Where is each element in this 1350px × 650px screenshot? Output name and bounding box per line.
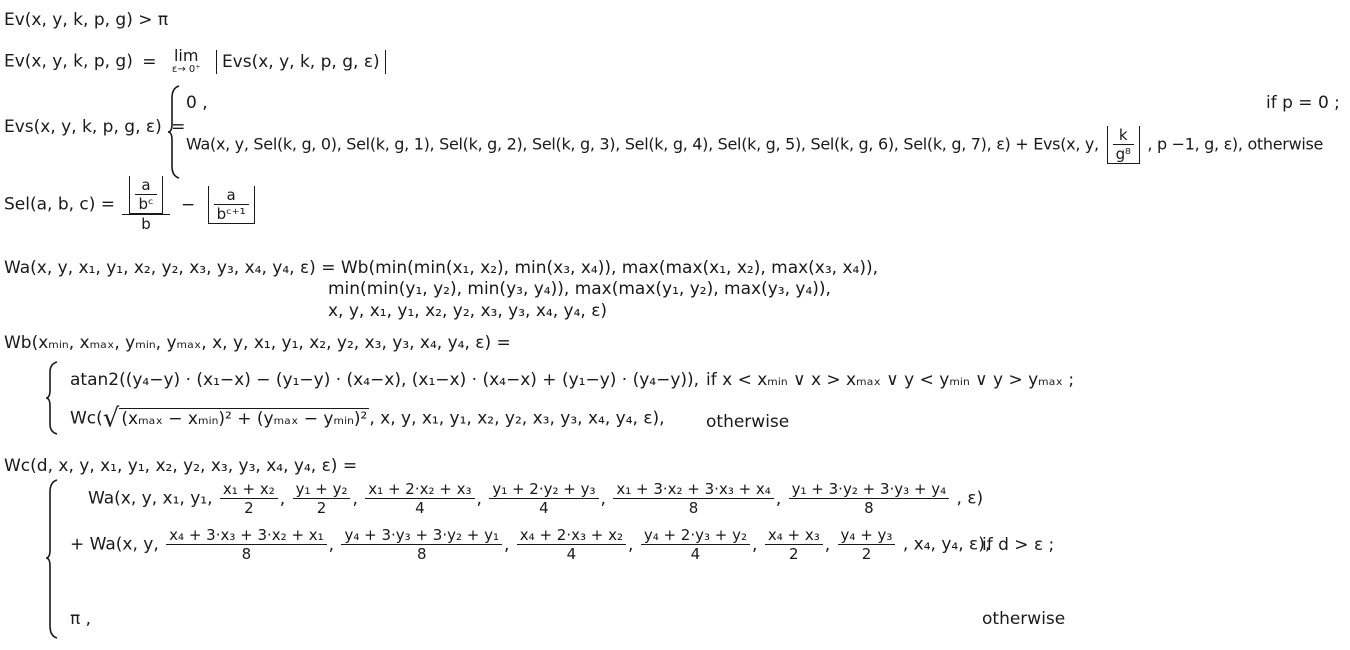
eq4-inner-frac <box>135 176 156 213</box>
eq3-cond1 <box>1266 93 1340 113</box>
eq2-eq: = <box>142 51 157 72</box>
eq6-lhs: Wb(xₘᵢₙ, xₘₐₓ, yₘᵢₙ, yₘₐₓ, x, y, x₁, y₁, x₂, y₂, x₃, y₃, x₄, y₄, ε) = <box>4 333 511 353</box>
eq7-l1pre: Wa(x, y, x₁, y₁, <box>88 488 213 509</box>
eq7-c2: π , <box>70 609 92 629</box>
eq6-c1: atan2((y₄−y) · (x₁−x) − (y₁−y) · (x₄−x), (x₁−x) · (x₄−x) + (y₁−y) · (y₄−y)), <box>70 370 700 390</box>
eq4-frac1 <box>122 176 169 233</box>
eq7-l1-frac-1 <box>293 480 351 517</box>
eq5-line2 <box>328 279 831 299</box>
eq4-frac1-num <box>122 176 169 215</box>
eq3-case1 <box>186 93 208 113</box>
frac-den: 2 <box>861 545 872 563</box>
eq5-r2: min(min(y₁, y₂), min(y₃, y₄)), max(max(y₁, y₂), max(y₃, y₄)), <box>328 279 831 299</box>
frac-num: y₁ + y₂ <box>293 480 351 499</box>
eq5-r1: Wb(min(min(x₁, x₂), min(x₃, x₄)), max(max(x₁, x₂), max(x₃, x₄)), <box>340 258 879 278</box>
eq7-cond2 <box>982 609 1065 629</box>
eq7-brace <box>44 478 60 640</box>
frac-den: 4 <box>566 545 577 563</box>
eq6-c2b: , x, y, x₁, y₁, x₂, y₂, x₃, y₃, x₄, y₄, ε), <box>369 408 665 429</box>
eq6-c2a: Wc( <box>70 408 103 429</box>
eq2-lhs: Ev(x, y, k, p, g) <box>4 51 133 72</box>
eq3-floor-frac <box>1113 126 1134 163</box>
frac-den: 8 <box>864 499 874 517</box>
frac-num: y₄ + 2·y₃ + y₂ <box>641 526 750 545</box>
eq3-case2 <box>186 126 1323 164</box>
eq7-l1-frac-3 <box>489 480 598 517</box>
eq3-eq: = <box>171 117 186 137</box>
eq7-cond1 <box>982 535 1054 555</box>
eq7-cond1-text: if d > ε ; <box>982 535 1055 555</box>
eq5-r3: x, y, x₁, y₁, x₂, y₂, x₃, y₃, x₄, y₄, ε) <box>328 301 608 321</box>
eq4-floor1 <box>129 176 162 214</box>
frac-num: x₄ + 2·x₃ + x₂ <box>517 526 626 545</box>
eq6-cond2-text: otherwise <box>706 412 790 432</box>
eq7-lhs: Wc(d, x, y, x₁, y₁, x₂, y₂, x₃, y₃, x₄, y₄, ε) = <box>4 456 358 476</box>
eq6-cond1 <box>706 370 1074 390</box>
frac-num: x₄ + 3·x₃ + 3·x₂ + x₁ <box>166 526 327 545</box>
eq4-bc: bᶜ <box>138 195 154 213</box>
frac-den: 2 <box>244 499 254 517</box>
frac-num: y₄ + y₃ <box>838 526 896 545</box>
eq6-lhs-line <box>4 333 511 353</box>
eq1-line <box>4 10 168 30</box>
eq1-lhs: Ev(x, y, k, p, g) <box>4 10 133 30</box>
frac-den: 8 <box>688 499 699 517</box>
eq7-cond2-text: otherwise <box>982 609 1066 629</box>
frac-num: x₄ + x₃ <box>765 526 823 545</box>
eq4-lhs: Sel(a, b, c) = <box>4 194 116 215</box>
frac-den: 8 <box>241 545 252 563</box>
frac-den: 4 <box>539 499 549 517</box>
eq2-lim-word: lim <box>173 46 199 65</box>
eq6-brace <box>44 360 60 436</box>
eq3-fden: g⁸ <box>1115 145 1131 163</box>
eq7-l1post: , ε) <box>956 488 984 509</box>
eq4-minus: − <box>180 194 196 215</box>
eq7-l1-frac-5 <box>789 480 950 517</box>
frac-den: 8 <box>416 545 427 563</box>
eq3-case1-value: 0 , <box>186 93 208 113</box>
eq3-case2c: , p −1, g, ε), otherwise <box>1147 134 1324 154</box>
frac-den: 4 <box>690 545 701 563</box>
eq3-case2a: Wa(x, y, Sel(k, g, 0), Sel(k, g, 1), Sel(k, g, 2), Sel(k, g, 3), Sel(k, g, 4), Sel(k, g, 5), Sel(k, g, 6), Sel(k, g, 7), ε) <box>186 134 1011 154</box>
frac-den: 2 <box>789 545 799 563</box>
sqrt-icon: √ <box>102 403 120 434</box>
eq3-floor <box>1107 126 1140 164</box>
eq5-line1 <box>4 258 878 278</box>
eq3-case2b: + Evs(x, y, <box>1015 134 1099 154</box>
eq2-lim-sub: ε→ 0⁺ <box>171 64 201 75</box>
eq4-a2: a <box>214 186 249 205</box>
eq3-lhs: Evs(x, y, k, p, g, ε) <box>4 117 162 137</box>
eq4-b: b <box>141 215 151 233</box>
eq6-radicand: (xₘₐₓ − xₘᵢₙ)² + (yₘₐₓ − yₘᵢₙ)² <box>121 409 368 429</box>
frac-num: y₁ + 3·y₂ + 3·y₃ + y₄ <box>789 480 950 499</box>
eq6-case1 <box>70 370 699 390</box>
eq3-fnum: k <box>1113 126 1134 145</box>
eq6-case2 <box>70 403 665 434</box>
eq2-line <box>4 48 390 75</box>
eq1-rel: > <box>138 10 153 30</box>
frac-num: x₁ + x₂ <box>220 480 278 499</box>
frac-den: 2 <box>316 499 327 517</box>
frac-den: 4 <box>415 499 425 517</box>
eq7-lhs-line <box>4 456 357 476</box>
eq7-l2post: , x₄, y₄, ε), <box>902 534 991 555</box>
eq3-brace <box>166 84 182 180</box>
eq4-a: a <box>135 176 156 195</box>
eq7-l2pre: + Wa(x, y, <box>70 534 159 555</box>
eq7-l2-frac-2 <box>517 526 626 563</box>
frac-num: y₁ + 2·y₂ + y₃ <box>489 480 598 499</box>
eq7-l1-fracs: $\frac{\text{x₁ + x₂}}{2}$ , $\frac{\text{y₁ + y₂}}{2}$ , $\frac{\text{x₁ + 2·x₂ + x₃}}{4}$ , $\frac{\text{y₁ + 2·y₂ + y₃}}{4}$ , $\frac{\text{x₁ + 3·x₂ + 3·x₃ + x₄}}{8}$ , $\frac{\text{y₁ + 3·y₂ + 3·y₃ + y₄}}{8}$ <box>218 489 957 509</box>
eq2-arg: Evs(x, y, k, p, g, ε) <box>221 51 380 72</box>
eq7-l2-frac-1 <box>341 526 502 563</box>
eq7-l2-frac-4 <box>765 526 823 563</box>
eq7-l1-frac-4 <box>613 480 774 517</box>
eq1-rhs: π <box>157 10 169 30</box>
eq7-l1-frac-0 <box>220 480 278 517</box>
frac-num: x₁ + 3·x₂ + 3·x₃ + x₄ <box>613 480 774 499</box>
eq7-line2 <box>70 526 990 563</box>
eq7-l2-frac-5 <box>838 526 896 563</box>
eq6-cond1-text: if x < xₘᵢₙ ∨ x > xₘₐₓ ∨ y < yₘᵢₙ ∨ y > yₘₐₓ ; <box>706 370 1075 390</box>
eq2-limit <box>172 48 201 75</box>
frac-num: y₄ + 3·y₃ + 3·y₂ + y₁ <box>341 526 502 545</box>
eq3-lhs-line <box>4 117 189 137</box>
eq2-abs <box>216 50 386 74</box>
eq4-bc1: bᶜ⁺¹ <box>216 204 246 223</box>
eq4-frac2 <box>214 186 249 223</box>
eq4-floor2 <box>208 186 255 224</box>
eq7-line1 <box>88 480 983 517</box>
eq4-line <box>4 176 258 233</box>
frac-num: x₁ + 2·x₂ + x₃ <box>365 480 474 499</box>
eq7-l1-frac-2 <box>365 480 474 517</box>
eq3-cond1-text: if p = 0 ; <box>1266 93 1340 113</box>
eq7-l2-frac-0 <box>166 526 327 563</box>
eq7-l2-fracs: $\frac{\text{x₄ + 3·x₃ + 3·x₂ + x₁}}{8}$ , $\frac{\text{y₄ + 3·y₃ + 3·y₂ + y₁}}{8}$ , $\frac{\text{x₄ + 2·x₃ + x₂}}{4}$ , $\frac{\text{y₄ + 2·y₃ + y₂}}{4}$ , $\frac{\text{x₄ + x₃}}{2}$ , $\frac{\text{y₄ + y₃}}{2}$ <box>164 535 903 555</box>
eq5-line3 <box>328 301 607 321</box>
eq7-l2-frac-3 <box>641 526 750 563</box>
eq6-cond2 <box>706 412 789 432</box>
eq7-case2 <box>70 609 91 629</box>
eq5-lhs: Wa(x, y, x₁, y₁, x₂, y₂, x₃, y₃, x₄, y₄, ε) = <box>4 258 336 278</box>
